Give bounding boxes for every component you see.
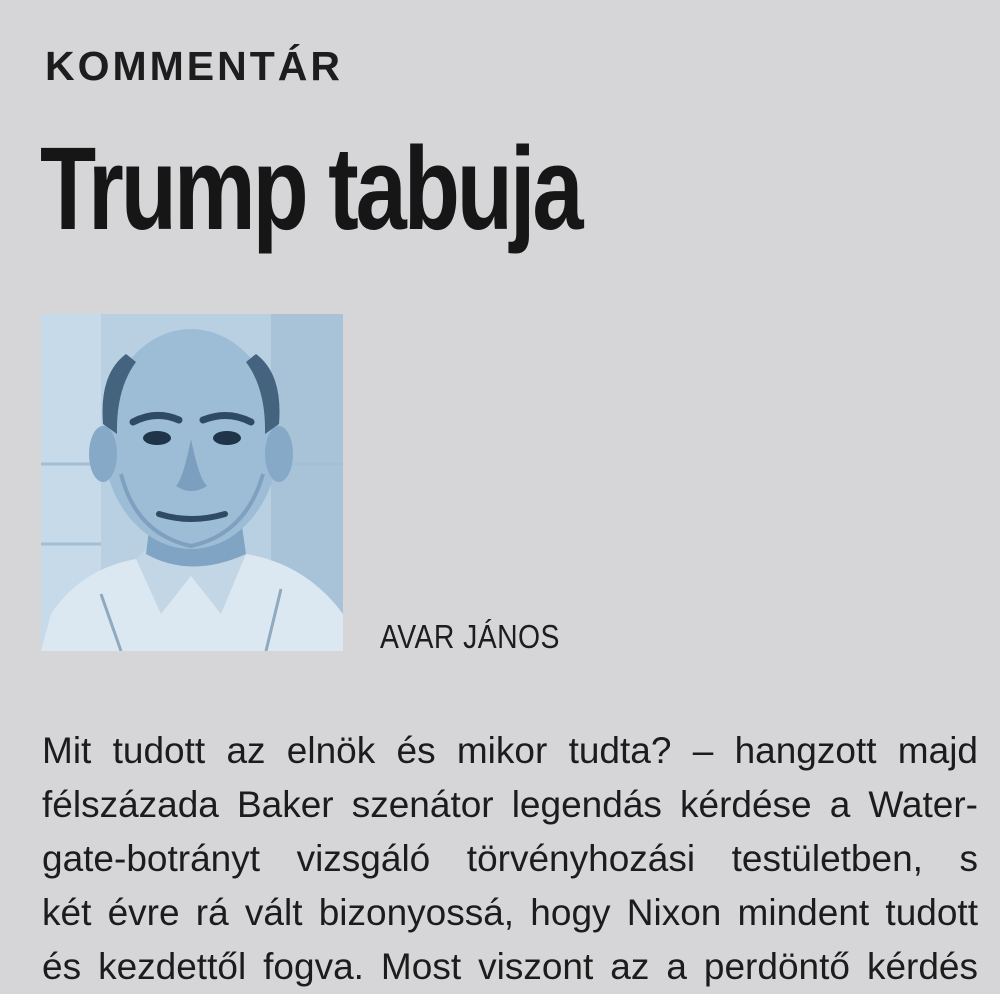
body-line: Mit tudott az elnök és mikor tudta? – hangzott majd	[42, 730, 978, 771]
section-label: KOMMENTÁR	[45, 43, 344, 89]
body-line: félszázada Baker szenátor legendás kérdése a Water-	[42, 784, 978, 825]
body-line: és kezdettől fogva. Most viszont az a perdöntő kérdés	[42, 946, 978, 987]
author-name: AVAR JÁNOS	[380, 618, 560, 655]
article-body	[42, 724, 978, 994]
author-photo	[41, 314, 343, 651]
article-title: Trump tabuja	[40, 123, 581, 255]
body-line: két évre rá vált bizonyossá, hogy Nixon mindent tudott	[42, 892, 978, 933]
body-line: gate-botrányt vizsgáló törvényhozási testületben, s	[42, 838, 978, 879]
